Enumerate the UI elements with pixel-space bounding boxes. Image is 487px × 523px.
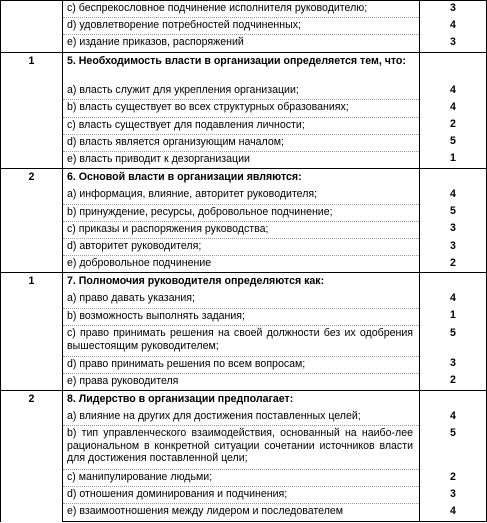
option-score: 2 xyxy=(420,117,487,134)
option-score: 3 xyxy=(420,356,487,373)
table-row xyxy=(1,204,487,221)
table-row xyxy=(1,308,487,325)
option-text: b) тип управленческого взаимодействия, основанный на наибо-лее рациональном в конкретной ситуации сочетании источников власти для достижения поставленной цели; xyxy=(63,426,420,470)
table-row xyxy=(1,504,487,522)
table-row xyxy=(1,134,487,151)
table-row xyxy=(1,356,487,373)
option-text: e) издание приказов, распоряжений xyxy=(63,35,420,52)
question-number: 2 xyxy=(1,391,63,522)
question-number-cell xyxy=(1,35,63,52)
question-title: 8. Лидерство в организации предполагает: xyxy=(63,391,420,409)
option-text: c) беспрекословное подчинение исполнителя руководителю; xyxy=(63,1,420,18)
option-score: 4 xyxy=(420,83,487,100)
option-score: 1 xyxy=(420,308,487,325)
question-number-cell xyxy=(1,18,63,35)
table-row xyxy=(1,291,487,308)
score-cell xyxy=(420,273,487,291)
table-row xyxy=(1,409,487,426)
option-text: b) возможность выполнять задания; xyxy=(63,308,420,325)
table-row xyxy=(1,35,487,52)
table-row xyxy=(1,18,487,35)
table-row xyxy=(1,470,487,487)
option-score: 4 xyxy=(420,187,487,204)
option-score: 5 xyxy=(420,426,487,470)
table-row xyxy=(1,187,487,204)
option-score: 4 xyxy=(420,504,487,522)
table-row xyxy=(1,326,487,356)
option-score: 2 xyxy=(420,256,487,273)
option-score: 4 xyxy=(420,291,487,308)
option-score: 3 xyxy=(420,1,487,18)
question-title: 5. Необходимость власти в организации определяется тем, что: xyxy=(63,52,420,82)
option-text: c) власть существует для подавления личности; xyxy=(63,117,420,134)
option-text: c) манипулирование людьми; xyxy=(63,470,420,487)
question-number-cell xyxy=(1,1,63,18)
question-number: 2 xyxy=(1,169,63,273)
option-score: 3 xyxy=(420,221,487,238)
option-score: 2 xyxy=(420,373,487,390)
table-row xyxy=(1,100,487,117)
table-row xyxy=(1,426,487,470)
table-row xyxy=(1,117,487,134)
option-text: a) власть служит для укрепления организации; xyxy=(63,83,420,100)
option-text: e) власть приводит к дезорганизации xyxy=(63,151,420,168)
table-row xyxy=(1,373,487,390)
option-score: 4 xyxy=(420,409,487,426)
option-score: 4 xyxy=(420,100,487,117)
option-score: 4 xyxy=(420,18,487,35)
option-score: 5 xyxy=(420,134,487,151)
question-header-row xyxy=(1,273,487,291)
option-text: d) авторитет руководителя; xyxy=(63,239,420,256)
option-text: a) информация, влияние, авторитет руководителя; xyxy=(63,187,420,204)
option-text: c) приказы и распоряжения руководства; xyxy=(63,221,420,238)
question-header-row xyxy=(1,169,487,187)
option-score: 3 xyxy=(420,487,487,504)
question-header-row xyxy=(1,391,487,409)
option-text: b) власть существует во всех структурных образованиях; xyxy=(63,100,420,117)
table-row xyxy=(1,1,487,18)
option-text: b) принуждение, ресурсы, добровольное подчинение; xyxy=(63,204,420,221)
option-score: 5 xyxy=(420,326,487,356)
option-text: d) право принимать решения по всем вопросам; xyxy=(63,356,420,373)
option-text: e) взаимоотношения между лидером и последователем xyxy=(63,504,420,522)
option-score: 3 xyxy=(420,35,487,52)
option-text: e) добровольное подчинение xyxy=(63,256,420,273)
option-text: c) право принимать решения на своей должности без их одобрения вышестоящим руководителем; xyxy=(63,326,420,356)
score-cell xyxy=(420,391,487,409)
table-row xyxy=(1,256,487,273)
table-row xyxy=(1,239,487,256)
score-cell xyxy=(420,52,487,82)
option-text: a) влияние на других для достижения поставленных целей; xyxy=(63,409,420,426)
table-row xyxy=(1,151,487,168)
option-text: d) отношения доминирования и подчинения; xyxy=(63,487,420,504)
option-score: 3 xyxy=(420,239,487,256)
table-row xyxy=(1,83,487,100)
question-number: 1 xyxy=(1,52,63,169)
score-cell xyxy=(420,169,487,187)
option-score: 1 xyxy=(420,151,487,168)
question-title: 6. Основой власти в организации являются: xyxy=(63,169,420,187)
option-text: a) право давать указания; xyxy=(63,291,420,308)
option-text: d) власть является организующим началом; xyxy=(63,134,420,151)
table-row xyxy=(1,487,487,504)
question-title: 7. Полномочия руководителя определяются как: xyxy=(63,273,420,291)
option-text: e) права руководителя xyxy=(63,373,420,390)
option-score: 2 xyxy=(420,470,487,487)
option-score: 5 xyxy=(420,204,487,221)
table-row xyxy=(1,221,487,238)
question-number: 1 xyxy=(1,273,63,391)
question-header-row xyxy=(1,52,487,82)
option-text: d) удовлетворение потребностей подчиненных; xyxy=(63,18,420,35)
